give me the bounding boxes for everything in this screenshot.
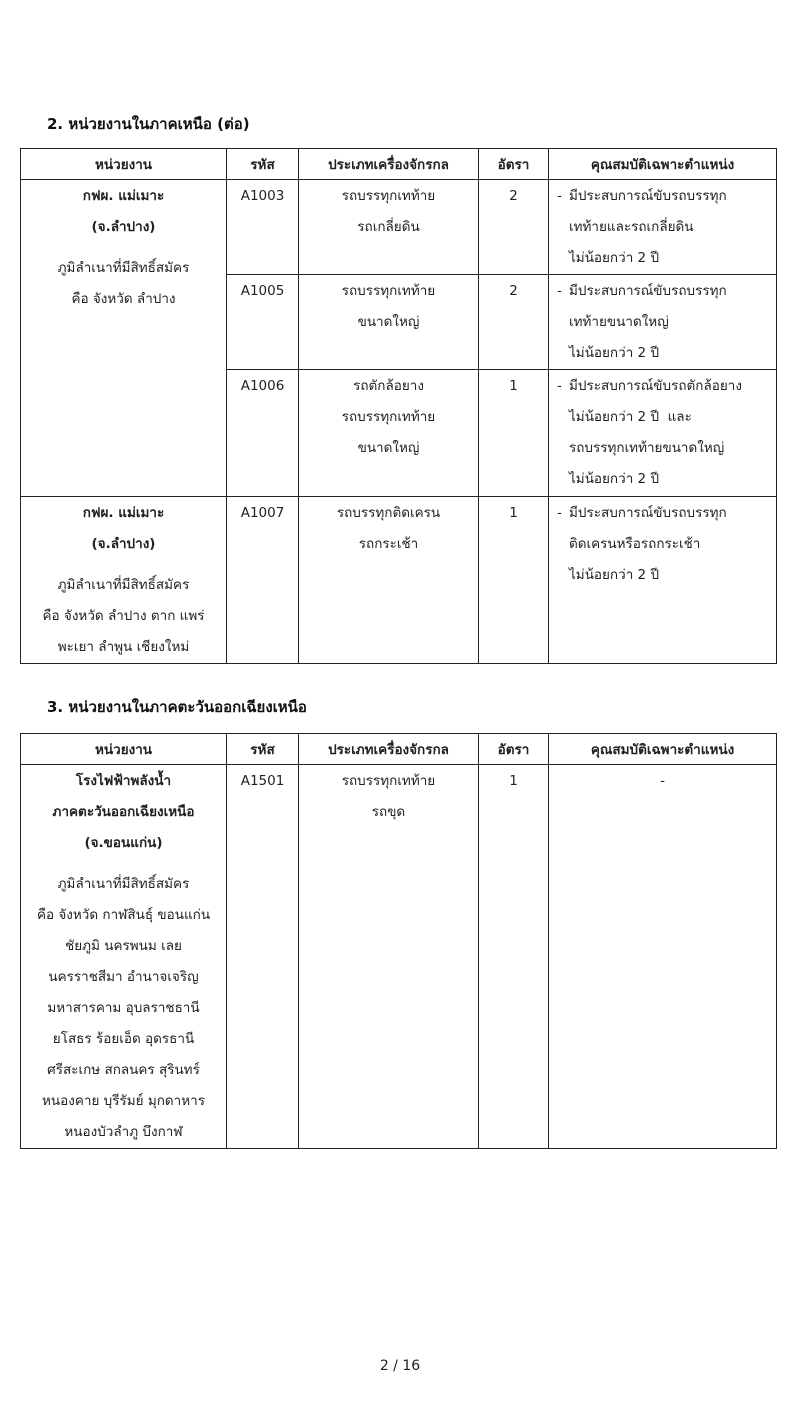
machine-cell <box>299 497 479 664</box>
code-cell: A1005 <box>227 275 299 370</box>
code-cell: A1007 <box>227 497 299 664</box>
qualification-cell <box>549 370 777 497</box>
domicile-line: พะเยา ลำพูน เชียงใหม่ <box>57 639 190 655</box>
section-3-heading: 3. หน่วยงานในภาคตะวันออกเฉียงเหนือ <box>47 698 307 716</box>
code-cell: A1003 <box>227 180 299 275</box>
machine-line: รถบรรทุกเทท้าย <box>341 283 436 299</box>
qualification-line: ไม่น้อยกว่า 2 ปี <box>569 250 660 266</box>
machine-line: รถเกลี่ยดิน <box>357 219 420 235</box>
table-row <box>21 497 777 664</box>
rate-cell: 2 <box>479 275 549 370</box>
unit-province: (จ.ลำปาง) <box>91 536 156 552</box>
machine-line: รถบรรทุกเทท้าย <box>341 188 436 204</box>
section-3-table <box>20 733 777 1149</box>
domicile-line: หนองคาย บุรีรัมย์ มุกดาหาร <box>42 1093 205 1109</box>
header-rate: อัตรา <box>479 734 549 765</box>
unit-province: (จ.ขอนแก่น) <box>84 835 163 851</box>
machine-line: รถบรรทุกเทท้าย <box>341 773 436 789</box>
machine-line: รถกระเช้า <box>358 536 419 552</box>
bullet-dash: - <box>557 378 562 394</box>
qualification-line: ไม่น้อยกว่า 2 ปี <box>569 471 660 487</box>
code-cell: A1501 <box>227 765 299 1149</box>
machine-line: รถบรรทุกติดเครน <box>336 505 441 521</box>
table-row <box>21 180 777 275</box>
code-cell: A1006 <box>227 370 299 497</box>
machine-line: ขนาดใหญ่ <box>357 314 420 330</box>
header-unit: หน่วยงาน <box>21 149 227 180</box>
rate-cell: 1 <box>479 497 549 664</box>
domicile-line: นครราชสีมา อำนาจเจริญ <box>48 969 199 985</box>
qualification-line: มีประสบการณ์ขับรถบรรทุก <box>569 505 727 521</box>
bullet-dash: - <box>557 505 562 521</box>
domicile-line: คือ จังหวัด ลำปาง <box>71 291 176 307</box>
machine-line: ขนาดใหญ่ <box>357 440 420 456</box>
domicile-line: คือ จังหวัด กาฬสินธุ์ ขอนแก่น <box>36 907 211 923</box>
qualification-cell <box>549 497 777 664</box>
qualification-line: ไม่น้อยกว่า 2 ปี <box>569 345 660 361</box>
table-header <box>21 149 777 180</box>
unit-name: กฟผ. แม่เมาะ <box>82 188 165 204</box>
domicile-line: ภูมิลำเนาที่มีสิทธิ์สมัคร <box>57 876 190 892</box>
header-code: รหัส <box>227 734 299 765</box>
qualification-cell <box>549 180 777 275</box>
unit-cell <box>21 765 227 1149</box>
machine-line: รถตักล้อยาง <box>353 378 424 394</box>
qualification-line: มีประสบการณ์ขับรถบรรทุก <box>569 283 727 299</box>
table-header <box>21 734 777 765</box>
machine-line: รถบรรทุกเทท้าย <box>341 409 436 425</box>
qualification-line: เทท้ายขนาดใหญ่ <box>569 314 669 330</box>
table-row <box>21 765 777 1149</box>
section-2-table <box>20 148 777 664</box>
unit-cell <box>21 180 227 497</box>
machine-line: รถขุด <box>371 804 406 820</box>
qualification-line: ติดเครนหรือรถกระเช้า <box>569 536 701 552</box>
unit-province: (จ.ลำปาง) <box>91 219 156 235</box>
qualification-line: ไม่น้อยกว่า 2 ปี <box>569 567 660 583</box>
rate-cell: 1 <box>479 370 549 497</box>
header-rate: อัตรา <box>479 149 549 180</box>
header-machine: ประเภทเครื่องจักรกล <box>299 734 479 765</box>
header-machine: ประเภทเครื่องจักรกล <box>299 149 479 180</box>
qualification-line: มีประสบการณ์ขับรถบรรทุก <box>569 188 727 204</box>
domicile-line: ชัยภูมิ นครพนม เลย <box>65 938 182 954</box>
unit-name: กฟผ. แม่เมาะ <box>82 505 165 521</box>
machine-cell <box>299 180 479 275</box>
qualification-line: รถบรรทุกเทท้ายขนาดใหญ่ <box>569 440 725 456</box>
qualification-cell <box>549 275 777 370</box>
unit-name: ภาคตะวันออกเฉียงเหนือ <box>52 804 195 820</box>
unit-cell <box>21 497 227 664</box>
section-2-heading: 2. หน่วยงานในภาคเหนือ (ต่อ) <box>47 115 250 133</box>
page-number: 2 / 16 <box>379 1358 421 1374</box>
machine-cell <box>299 275 479 370</box>
qualification-line: ไม่น้อยกว่า 2 ปี และ <box>569 409 692 425</box>
domicile-line: มหาสารคาม อุบลราชธานี <box>47 1000 200 1016</box>
machine-cell <box>299 370 479 497</box>
qualification-line: เทท้ายและรถเกลี่ยดิน <box>569 219 694 235</box>
header-qualification: คุณสมบัติเฉพาะตำแหน่ง <box>549 149 777 180</box>
rate-cell: 2 <box>479 180 549 275</box>
domicile-line: ภูมิลำเนาที่มีสิทธิ์สมัคร <box>57 260 190 276</box>
bullet-dash: - <box>557 188 562 204</box>
domicile-line: ศรีสะเกษ สกลนคร สุรินทร์ <box>47 1062 200 1078</box>
header-unit: หน่วยงาน <box>21 734 227 765</box>
machine-cell <box>299 765 479 1149</box>
header-qualification: คุณสมบัติเฉพาะตำแหน่ง <box>549 734 777 765</box>
unit-name: โรงไฟฟ้าพลังน้ำ <box>75 773 172 789</box>
bullet-dash: - <box>557 283 562 299</box>
domicile-line: ภูมิลำเนาที่มีสิทธิ์สมัคร <box>57 577 190 593</box>
domicile-line: ยโสธร ร้อยเอ็ด อุดรธานี <box>52 1031 195 1047</box>
domicile-line: หนองบัวลำภู บึงกาฬ <box>64 1124 183 1140</box>
qualification-line: มีประสบการณ์ขับรถตักล้อยาง <box>569 378 742 394</box>
domicile-line: คือ จังหวัด ลำปาง ตาก แพร่ <box>42 608 205 624</box>
rate-cell: 1 <box>479 765 549 1149</box>
qualification-cell: - <box>549 765 777 1149</box>
header-code: รหัส <box>227 149 299 180</box>
